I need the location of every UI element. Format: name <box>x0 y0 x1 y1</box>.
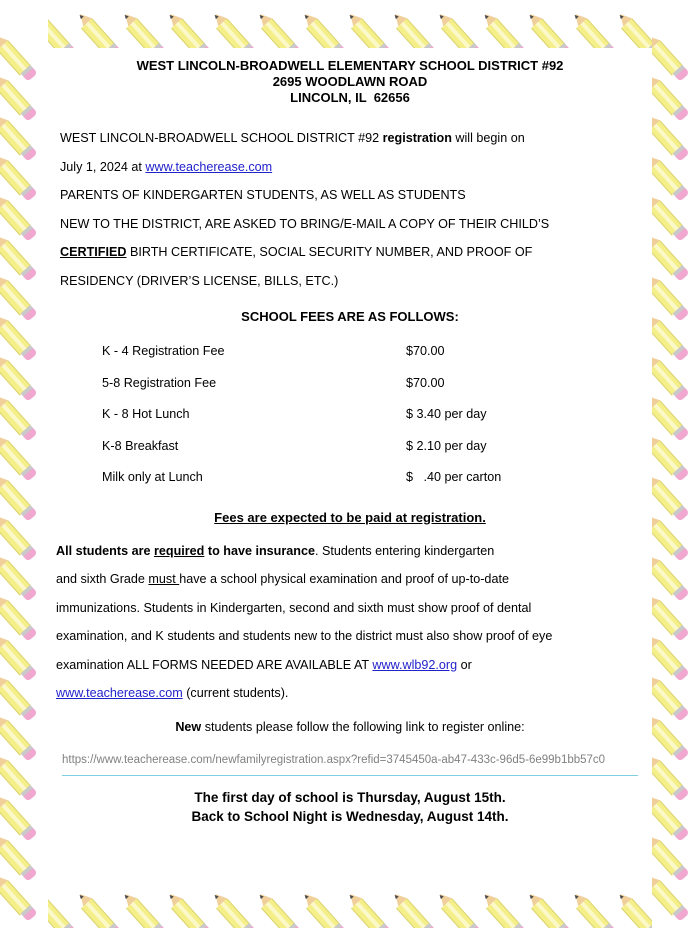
pencil-icon <box>345 890 391 928</box>
pencil-icon <box>652 392 689 441</box>
required-word: required <box>153 543 205 558</box>
pencil-icon <box>480 10 526 48</box>
pencil-icon <box>255 890 301 928</box>
body-line-1-tail: . Students entering kindergarten <box>314 543 495 558</box>
pencil-icon <box>210 890 256 928</box>
teacherease-link-top[interactable]: www.teacherease.com <box>145 159 273 174</box>
new-word: New <box>175 719 202 734</box>
pencil-icon <box>390 890 436 928</box>
body-line-5 <box>56 651 644 680</box>
body-line-3: immunizations. Students in Kindergarten, second and sixth must show proof of dental <box>56 600 532 615</box>
pencil-icon <box>652 72 689 121</box>
fee-label: Milk only at Lunch <box>102 470 203 484</box>
pencil-icon <box>75 890 121 928</box>
fee-amount: $ .40 per carton <box>406 470 502 484</box>
pencil-icon <box>0 632 37 681</box>
insurance-paragraph <box>48 537 652 708</box>
intro-line-4: NEW TO THE DISTRICT, ARE ASKED TO BRING/E-MAIL A COPY OF THEIR CHILD’S <box>60 216 550 231</box>
pencil-icon <box>0 352 37 401</box>
pencil-icon <box>0 112 37 161</box>
pencil-border-left <box>0 0 48 928</box>
title-line-3: LINCOLN, IL 62656 <box>290 90 410 105</box>
pencil-icon <box>0 32 37 81</box>
intro-line-1-text: WEST LINCOLN-BROADWELL SCHOOL DISTRICT #92 <box>60 131 383 145</box>
new-students-line <box>48 720 652 734</box>
body-line-5-a: examination ALL FORMS NEEDED ARE AVAILABLE AT <box>56 657 373 672</box>
fee-label: 5-8 Registration Fee <box>102 375 217 390</box>
certified-word: CERTIFIED <box>60 245 127 259</box>
pencil-icon <box>525 890 571 928</box>
pencil-icon <box>652 352 689 401</box>
pencil-icon <box>0 832 37 881</box>
pencil-icon <box>300 10 346 48</box>
body-line-6 <box>56 679 644 708</box>
pencil-icon <box>435 10 481 48</box>
pencil-icon <box>525 10 571 48</box>
table-row <box>102 431 640 463</box>
body-line-2-a: and sixth Grade <box>56 572 149 586</box>
pencil-icon <box>120 10 166 48</box>
pencil-icon <box>652 192 689 241</box>
fees-payment-note <box>48 510 652 525</box>
pencil-icon <box>652 472 689 521</box>
pencil-icon <box>0 272 37 321</box>
pencil-icon <box>570 10 616 48</box>
title-line-1: WEST LINCOLN-BROADWELL ELEMENTARY SCHOOL DISTRICT #92 <box>136 58 564 73</box>
intro-line-2 <box>48 153 652 182</box>
pencil-icon <box>210 10 256 48</box>
pencil-icon <box>652 272 689 321</box>
pencil-icon <box>0 72 37 121</box>
pencil-icon <box>165 890 211 928</box>
pencil-icon <box>652 552 689 601</box>
pencil-icon <box>255 10 301 48</box>
pencil-icon <box>0 872 37 921</box>
pencil-icon <box>570 890 616 928</box>
fee-amount: $ 2.10 per day <box>406 438 487 453</box>
table-row <box>102 462 640 494</box>
table-row <box>102 368 640 400</box>
fees-payment-note-text: Fees are expected to be paid at registration. <box>214 509 486 525</box>
must-word: must <box>148 572 180 586</box>
body-line-6-tail: (current students). <box>182 686 289 700</box>
new-students-text: students please follow the following link to register online: <box>201 719 525 734</box>
pencil-icon <box>435 890 481 928</box>
pencil-icon <box>0 192 37 241</box>
pencil-icon <box>652 512 689 561</box>
body-line-1-b: to have insurance <box>204 543 315 558</box>
pencil-icon <box>0 672 37 721</box>
pencil-icon <box>75 10 121 48</box>
registration-url[interactable]: https://www.teacherease.com/newfamilyregistration.aspx?refid=3745450a-ab47-433c-96d5-6e99b1bb57c0 <box>62 752 638 776</box>
fees-heading: SCHOOL FEES ARE AS FOLLOWS: <box>241 309 459 324</box>
table-row <box>102 399 640 431</box>
fee-amount: $70.00 <box>406 375 445 390</box>
body-line-1 <box>56 537 644 566</box>
pencil-icon <box>0 592 37 641</box>
school-dates-footer <box>48 788 652 826</box>
title-line-2: 2695 WOODLAWN ROAD <box>272 74 428 89</box>
document-content <box>48 44 652 884</box>
registration-date: July 1, 2024 at <box>60 159 146 174</box>
intro-line-1-tail: will begin on <box>451 131 525 145</box>
pencil-icon <box>0 232 37 281</box>
pencil-icon <box>0 752 37 801</box>
pencil-icon <box>652 752 689 801</box>
teacherease-link-bottom[interactable]: www.teacherease.com <box>56 686 183 700</box>
intro-line-6: RESIDENCY (DRIVER’S LICENSE, BILLS, ETC.) <box>60 273 339 288</box>
pencil-icon <box>652 432 689 481</box>
pencil-icon <box>0 552 37 601</box>
fee-label: K-8 Breakfast <box>102 438 179 453</box>
pencil-icon <box>0 712 37 761</box>
pencil-border-bottom <box>0 880 700 928</box>
pencil-icon <box>652 112 689 161</box>
pencil-icon <box>0 312 37 361</box>
pencil-icon <box>390 10 436 48</box>
pencil-icon <box>652 32 689 81</box>
fee-label: K - 8 Hot Lunch <box>102 407 190 421</box>
body-line-2-b: have a school physical examination and proof of up-to-date <box>179 572 509 586</box>
registration-word: registration <box>382 131 452 145</box>
pencil-icon <box>652 632 689 681</box>
pencil-icon <box>652 672 689 721</box>
back-to-school-line: Back to School Night is Wednesday, August 14th. <box>191 808 509 824</box>
pencil-icon <box>0 392 37 441</box>
page-title <box>48 58 652 106</box>
pencil-icon <box>0 432 37 481</box>
intro-line-3: PARENTS OF KINDERGARTEN STUDENTS, AS WELL AS STUDENTS <box>60 188 466 202</box>
intro-line-5-tail: BIRTH CERTIFICATE, SOCIAL SECURITY NUMBER, AND PROOF OF <box>126 245 533 259</box>
intro-line-5 <box>48 238 652 267</box>
pencil-icon <box>652 712 689 761</box>
pencil-icon <box>0 152 37 201</box>
pencil-icon <box>652 592 689 641</box>
body-line-4: examination, and K students and students new to the district must also show proof of eye <box>56 629 553 643</box>
fee-amount: $ 3.40 per day <box>406 407 487 421</box>
first-day-line: The first day of school is Thursday, August 15th. <box>194 789 506 805</box>
pencil-icon <box>652 792 689 841</box>
pencil-icon <box>652 872 689 921</box>
pencil-border-right <box>652 0 700 928</box>
fee-label: K - 4 Registration Fee <box>102 344 225 358</box>
pencil-icon <box>0 512 37 561</box>
body-line-1-a: All students are <box>56 543 154 558</box>
fee-amount: $70.00 <box>406 344 445 358</box>
fees-table <box>48 336 652 494</box>
pencil-icon <box>652 312 689 361</box>
intro-paragraph <box>48 124 652 295</box>
pencil-icon <box>480 890 526 928</box>
pencil-icon <box>300 890 346 928</box>
pencil-icon <box>120 890 166 928</box>
table-row <box>102 336 640 368</box>
intro-line-1 <box>48 124 652 153</box>
pencil-icon <box>652 152 689 201</box>
body-line-2 <box>56 565 644 594</box>
pencil-icon <box>0 472 37 521</box>
pencil-icon <box>652 232 689 281</box>
pencil-icon <box>345 10 391 48</box>
wlb92-link[interactable]: www.wlb92.org <box>372 657 458 672</box>
pencil-icon <box>652 832 689 881</box>
pencil-border-top <box>0 0 700 48</box>
pencil-icon <box>0 792 37 841</box>
pencil-icon <box>165 10 211 48</box>
body-line-5-b: or <box>457 657 472 672</box>
